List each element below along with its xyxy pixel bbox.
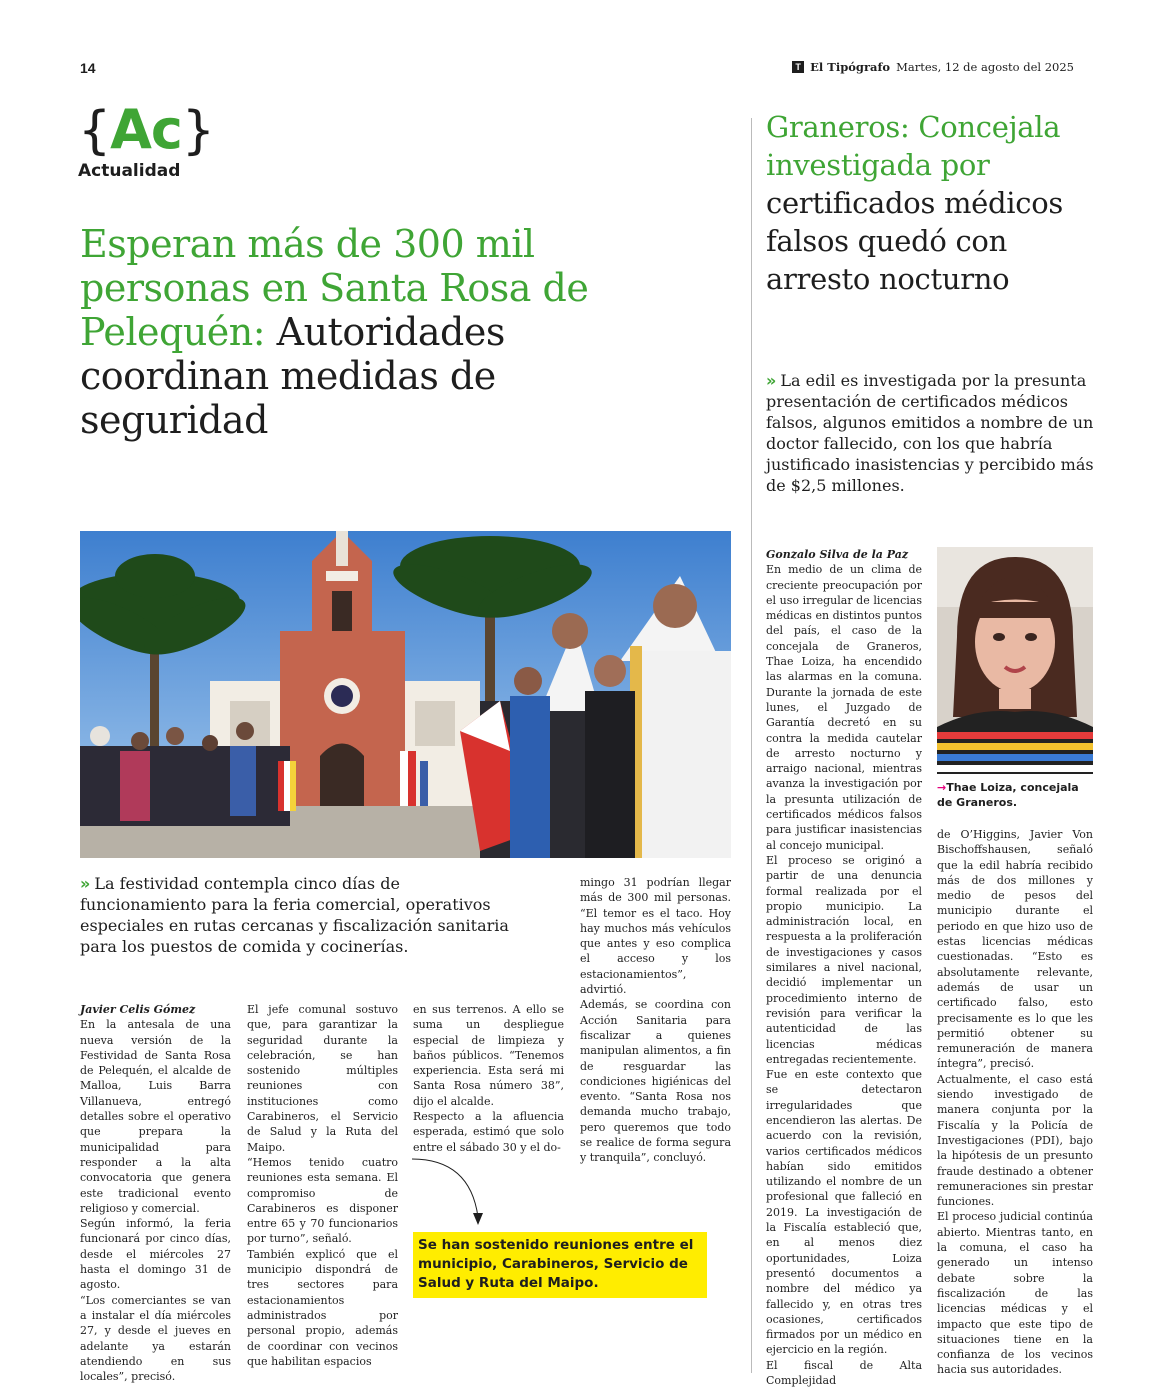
arrow-right-icon: → bbox=[937, 781, 947, 794]
main-article-column-4 bbox=[580, 875, 731, 1166]
paragraph: mingo 31 podrían llegar más de 300 mil personas. “El temor es el taco. Hoy hay muchos más vehículos que antes y eso complica el acceso y los estacionamientos”, advirtió. bbox=[580, 876, 731, 997]
paragraph: También explicó que el municipio dispondrá de tres sectores para estacionamientos administrados por personal propio, además de coordinar con vecinos que habilitan espacios bbox=[247, 1247, 398, 1368]
paragraph: El proceso judicial continúa abierto. Mientras tanto, en la comuna, el caso ha generado un intenso debate sobre la fiscalización de las licencias médicas y el impacto que este tipo de situaciones tiene en la confianza de los vecinos hacia sus autoridades. bbox=[937, 1210, 1093, 1377]
main-headline: Esperan más de 300 mil personas en Santa Rosa de Pelequén: Autoridades coordinan medidas de seguridad bbox=[80, 222, 589, 442]
section-code: {Ac} bbox=[78, 98, 214, 161]
main-article-deck: » La festividad contempla cinco días de funcionamiento para la feria comercial, operativos especiales en rutas cercanas y fiscalización sanitaria para los puestos de comida y cocinerías. bbox=[80, 874, 509, 956]
portrait-caption: →Thae Loiza, concejala de Graneros. bbox=[937, 781, 1079, 809]
main-article-byline: Javier Celis Gómez bbox=[80, 1003, 196, 1016]
paragraph: Además, se coordina con Acción Sanitaria para fiscalizar a quienes manipulan alimentos, a fin de resguardar las condiciones higiénicas del evento. “Santa Rosa nos demanda mucho trabajo, pero queremos que todo se realice de forma segura y tranquila”, concluyó. bbox=[580, 998, 731, 1165]
masthead bbox=[792, 60, 1074, 74]
paragraph: En la antesala de una nueva versión de la Festividad de Santa Rosa de Pelequén, el alcalde de Malloa, Luis Barra Villanueva, entregó detalles sobre el operativo que prepara la municipalidad para responder a la alta convocatoria que genera este tradicional evento religioso y comercial. bbox=[80, 1018, 231, 1215]
section-tag bbox=[78, 100, 214, 181]
side-article-deck: » La edil es investigada por la presunta presentación de certificados médicos falsos, algunos emitidos a nombre de un doctor fallecido, con los que habría justificado inasistencias y percibido más de $2,5 millones. bbox=[766, 371, 1094, 495]
section-name: Actualidad bbox=[78, 161, 181, 181]
paragraph: de O’Higgins, Javier Von Bischoffshausen, señaló que la edil habría recibido más de dos millones y medio de pesos del municipio durante el periodo en que hizo uso de estas licencias médicas cuestionadas. “Esto es absolutamente relevante, además de usar un certificado falso, esto precisamente es lo que les permitió obtener su remuneración de manera íntegra”, precisó. bbox=[937, 828, 1093, 1071]
main-article-photo bbox=[80, 531, 731, 858]
paragraph: El fiscal de Alta Complejidad bbox=[766, 1358, 922, 1388]
paragraph: Según informó, la feria funcionará por cinco días, desde el miércoles 27 hasta el domingo 31 de agosto. bbox=[80, 1217, 231, 1292]
paragraph: en sus terrenos. A ello se suma un despliegue especial de limpieza y baños públicos. “Tenemos experiencia. Esta será mi Santa Rosa número 38”, dijo el alcalde. bbox=[413, 1003, 564, 1108]
paragraph: El proceso se originó a partir de una denuncia formal realizada por el propio municipio. La administración local, en respuesta a la proliferación de investigaciones y casos similares a nivel nacional, decidió implementar un procedimiento interno de revisión para verificar la autenticidad de las licencias médicas entregadas recientemente. bbox=[766, 853, 922, 1066]
paragraph: “Hemos tenido cuatro reuniones esta semana. El compromiso de Carabineros es disponer entre 65 y 70 funcionarios por turno”, señaló. bbox=[247, 1155, 398, 1246]
page-number: 14 bbox=[80, 60, 96, 76]
brace-close-icon: } bbox=[181, 101, 214, 161]
main-article-column-2 bbox=[247, 1002, 398, 1369]
paper-name: El Tipógrafo bbox=[810, 60, 891, 74]
pull-quote: Se han sostenido reuniones entre el municipio, Carabineros, Servicio de Salud y Ruta del Maipo. bbox=[413, 1232, 707, 1298]
column-divider bbox=[751, 118, 752, 1373]
double-chevron-icon: » bbox=[766, 371, 777, 390]
main-article-column-1 bbox=[80, 1002, 231, 1384]
church-procession-photo bbox=[80, 531, 731, 858]
side-article-byline: Gonzalo Silva de la Paz bbox=[766, 548, 909, 561]
double-chevron-icon: » bbox=[80, 874, 91, 893]
pull-quote-arrow-icon bbox=[410, 1155, 490, 1230]
paragraph: El jefe comunal sostuvo que, para garantizar la seguridad durante la celebración, se han sostenido múltiples reuniones con instituciones como Carabineros, el Servicio de Salud y la Ruta del Maipo. bbox=[247, 1003, 398, 1154]
concejala-portrait-photo bbox=[937, 547, 1093, 774]
paragraph: Actualmente, el caso está siendo investigado de manera conjunta por la Fiscalía y la Policía de Investigaciones (PDI), bajo la hipótesis de un presunto fraude destinado a obtener remuneraciones sin prestar funciones. bbox=[937, 1072, 1093, 1209]
paragraph: En medio de un clima de creciente preocupación por el uso irregular de licencias médicas en distintos puntos del país, el caso de la concejala de Graneros, Thae Loiza, ha encendido las alarmas en la comuna. Durante la jornada de este lunes, el Juzgado de Garantía decretó en su contra la medida cautelar de arresto nocturno y arraigo nacional, mientras avanza la investigación por la presunta utilización de certificados médicos falsos para justificar inasistencias al concejo municipal. bbox=[766, 563, 922, 852]
side-headline: Graneros: Concejala investigada por certificados médicos falsos quedó con arresto nocturno bbox=[766, 110, 1063, 296]
paragraph: “Los comerciantes se van a instalar el día miércoles 27, y desde el jueves en adelante ya estarán atendiendo en sus locales”, precisó. bbox=[80, 1293, 231, 1384]
paragraph: Respecto a la afluencia esperada, estimó que solo entre el sábado 30 y el do- bbox=[413, 1110, 564, 1154]
brace-open-icon: { bbox=[78, 101, 111, 161]
tipografo-logo-icon: T bbox=[792, 61, 804, 73]
paragraph: Fue en este contexto que se detectaron irregularidades que encendieron las alertas. De acuerdo con la revisión, varios certificados médicos habían sido emitidos utilizando el nombre de un profesional que falleció en 2019. La investigación de la Fiscalía estableció que, en al menos diez oportunidades, Loiza presentó documentos a nombre del médico ya fallecido y, en otras tres ocasiones, certificados firmados por un médico en ejercicio en la región. bbox=[766, 1068, 922, 1357]
main-article-column-3 bbox=[413, 1002, 564, 1155]
issue-date: Martes, 12 de agosto del 2025 bbox=[896, 60, 1074, 74]
side-article-column-2 bbox=[937, 827, 1093, 1378]
side-article-column-1 bbox=[766, 547, 922, 1388]
